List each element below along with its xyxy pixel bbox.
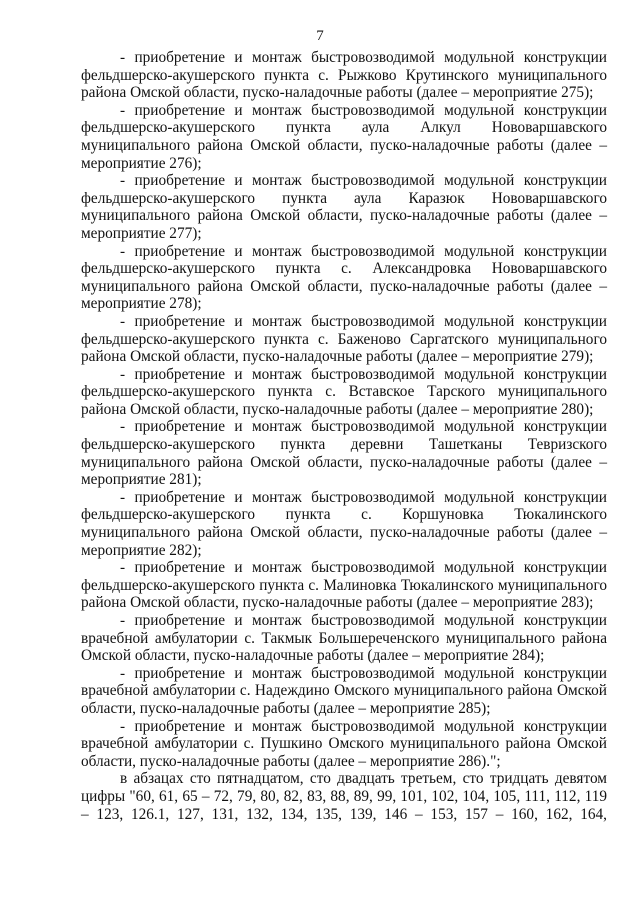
list-item-measure-285: - приобретение и монтаж быстровозводимой модульной конструкции врачебной амбулатории с. Надеждино Омского муниципального района Омской области, пуско-наладочные работы (далее – мероприятие 285); (81, 664, 607, 717)
list-item-measure-281: - приобретение и монтаж быстровозводимой модульной конструкции фельдшерско-акушерского пункта деревни Ташетканы Тевризского муниципального района Омской области, пуско-наладочные работы (далее – мероприятие 281); (81, 418, 607, 489)
list-item-measure-286: - приобретение и монтаж быстровозводимой модульной конструкции врачебной амбулатории с. Пушкино Омского муниципального района Омской области, пуско-наладочные работы (далее – мероприятие 286)."; (81, 717, 607, 770)
list-item-measure-280: - приобретение и монтаж быстровозводимой модульной конструкции фельдшерско-акушерского пункта с. Вставское Тарского муниципального района Омской области, пуско-наладочные работы (далее – мероприятие 280); (81, 365, 607, 418)
list-item-measure-284: - приобретение и монтаж быстровозводимой модульной конструкции врачебной амбулатории с. Такмык Большереченского муниципального района Омской области, пуско-наладочные работы (далее – мероприятие 284); (81, 612, 607, 665)
page-number: 7 (316, 28, 324, 44)
list-item-measure-278: - приобретение и монтаж быстровозводимой модульной конструкции фельдшерско-акушерского пункта с. Александровка Нововаршавского муниципального района Омской области, пуско-наладочные работы (далее – мероприятие 278); (81, 242, 607, 313)
amendment-paragraph: в абзацах сто пятнадцатом, сто двадцать третьем, сто тридцать девятом цифры "60, 61, 65 – 72, 79, 80, 82, 83, 88, 89, 99, 101, 102, 104, 105, 111, 112, 119 – 123, 126.1, 127, 131, 132, 134, 135, 139, 146 – 153, 157 – 160, 162, 164, (81, 770, 607, 823)
list-item-measure-276: - приобретение и монтаж быстровозводимой модульной конструкции фельдшерско-акушерского пункта аула Алкул Нововаршавского муниципального района Омской области, пуско-наладочные работы (далее – мероприятие 276); (81, 101, 607, 172)
list-item-measure-282: - приобретение и монтаж быстровозводимой модульной конструкции фельдшерско-акушерского пункта с. Коршуновка Тюкалинского муниципального района Омской области, пуско-наладочные работы (далее – мероприятие 282); (81, 488, 607, 559)
list-item-measure-283: - приобретение и монтаж быстровозводимой модульной конструкции фельдшерско-акушерского пункта с. Малиновка Тюкалинского муниципального района Омской области, пуско-наладочные работы (далее – мероприятие 283); (81, 559, 607, 612)
list-item-measure-275: - приобретение и монтаж быстровозводимой модульной конструкции фельдшерско-акушерского пункта с. Рыжково Крутинского муниципального района Омской области, пуско-наладочные работы (далее – мероприятие 275); (81, 49, 607, 102)
list-item-measure-277: - приобретение и монтаж быстровозводимой модульной конструкции фельдшерско-акушерского пункта аула Каразюк Нововаршавского муниципального района Омской области, пуско-наладочные работы (далее – мероприятие 277); (81, 172, 607, 242)
list-item-measure-279: - приобретение и монтаж быстровозводимой модульной конструкции фельдшерско-акушерского пункта с. Баженово Саргатского муниципального района Омской области, пуско-наладочные работы (далее – мероприятие 279); (81, 312, 607, 366)
document-body (81, 49, 607, 823)
